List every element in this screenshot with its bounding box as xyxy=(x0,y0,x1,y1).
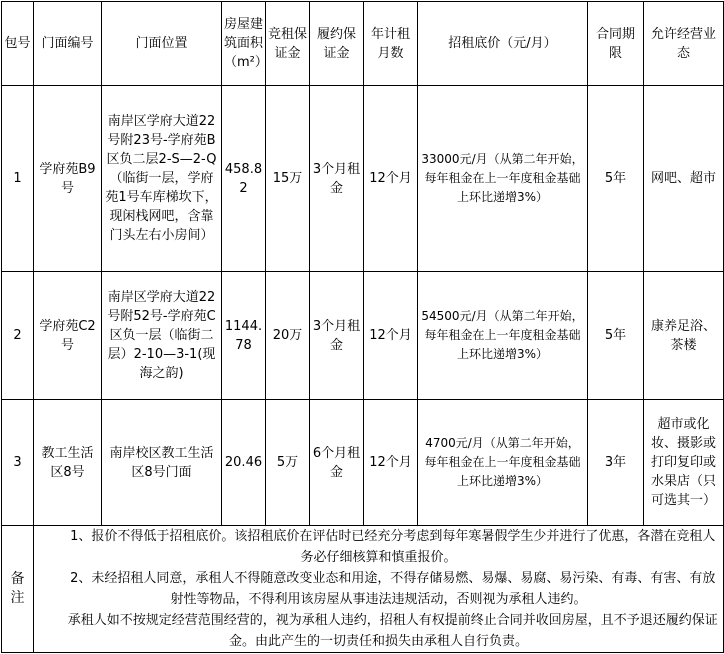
cell-lot: 1 xyxy=(2,86,34,272)
cell-lot: 2 xyxy=(2,272,34,400)
cell-base-price: 4700元/月（从第二年开始，每年租金在上一年度租金基础上环比递增3%） xyxy=(418,400,588,526)
table-row xyxy=(2,272,724,400)
cell-term: 5年 xyxy=(588,86,644,272)
header-deposit: 竞租保证金 xyxy=(266,2,310,86)
cell-area: 1144.78 xyxy=(222,272,266,400)
cell-rent-months: 12个月 xyxy=(364,400,418,526)
cell-business: 网吧、超市 xyxy=(644,86,724,272)
cell-term: 3年 xyxy=(588,400,644,526)
cell-location: 南岸区学府大道22号附52号-学府苑C区负一层（临街二层）2-10—3-1(现海之韵) xyxy=(102,272,222,400)
notes-row xyxy=(2,526,724,653)
cell-business: 超市或化妆、摄影或打印复印或水果店（只可选其一） xyxy=(644,400,724,526)
cell-base-price: 33000元/月（从第二年开始，每年租金在上一年度租金基础上环比递增3%） xyxy=(418,86,588,272)
cell-area: 458.82 xyxy=(222,86,266,272)
header-rent-months: 年计租月数 xyxy=(364,2,418,86)
note-item: 2、未经招租人同意，承租人不得随意改变业态和用途，不得存储易燃、易爆、易腐、易污染、有毒、有害、有放射性等物品，不得利用该房屋从事违法违规活动，否则视为承租人违约。 xyxy=(70,571,716,607)
header-shop-no: 门面编号 xyxy=(34,2,102,86)
header-base-price: 招租底价（元/月） xyxy=(418,2,588,86)
cell-shop-no: 学府苑C2号 xyxy=(34,272,102,400)
cell-lot: 3 xyxy=(2,400,34,526)
header-area: 房屋建筑面积（m²） xyxy=(222,2,266,86)
notes-label: 备注 xyxy=(2,526,34,653)
note-item: 承租人如不按规定经营范围经营的，视为承租人违约，招租人有权提前终止合同并收回房屋，且不予退还履约保证金。由此产生的一切责任和损失由承租人自行负责。 xyxy=(67,613,718,649)
cell-location: 南岸区学府大道22号附23号-学府苑B区负二层2-S—2-Q（临街一层，学府苑1号车库梯坎下，现闲栈网吧，含靠门头左右小房间） xyxy=(102,86,222,272)
header-performance-deposit: 履约保证金 xyxy=(310,2,364,86)
cell-deposit: 15万 xyxy=(266,86,310,272)
header-lot: 包号 xyxy=(2,2,34,86)
cell-deposit: 20万 xyxy=(266,272,310,400)
cell-shop-no: 学府苑B9号 xyxy=(34,86,102,272)
lease-table xyxy=(1,1,724,653)
cell-performance-deposit: 6个月租金 xyxy=(310,400,364,526)
cell-deposit: 5万 xyxy=(266,400,310,526)
cell-area: 20.46 xyxy=(222,400,266,526)
cell-performance-deposit: 3个月租金 xyxy=(310,86,364,272)
cell-performance-deposit: 3个月租金 xyxy=(310,272,364,400)
header-business: 允许经营业态 xyxy=(644,2,724,86)
header-row xyxy=(2,2,724,86)
cell-shop-no: 教工生活区8号 xyxy=(34,400,102,526)
note-item: 1、报价不得低于招租底价。该招租底价在评估时已经充分考虑到每年寒暑假学生少并进行了优惠，各潜在竞租人务必仔细核算和慎重报价。 xyxy=(70,529,716,565)
cell-rent-months: 12个月 xyxy=(364,272,418,400)
notes-content xyxy=(34,526,724,653)
header-term: 合同期限 xyxy=(588,2,644,86)
table-row xyxy=(2,400,724,526)
cell-location: 南岸校区教工生活区8号门面 xyxy=(102,400,222,526)
cell-base-price: 54500元/月（从第二年开始，每年租金在上一年度租金基础上环比递增3%） xyxy=(418,272,588,400)
cell-business: 康养足浴、茶楼 xyxy=(644,272,724,400)
cell-rent-months: 12个月 xyxy=(364,86,418,272)
table-row xyxy=(2,86,724,272)
cell-term: 5年 xyxy=(588,272,644,400)
header-location: 门面位置 xyxy=(102,2,222,86)
